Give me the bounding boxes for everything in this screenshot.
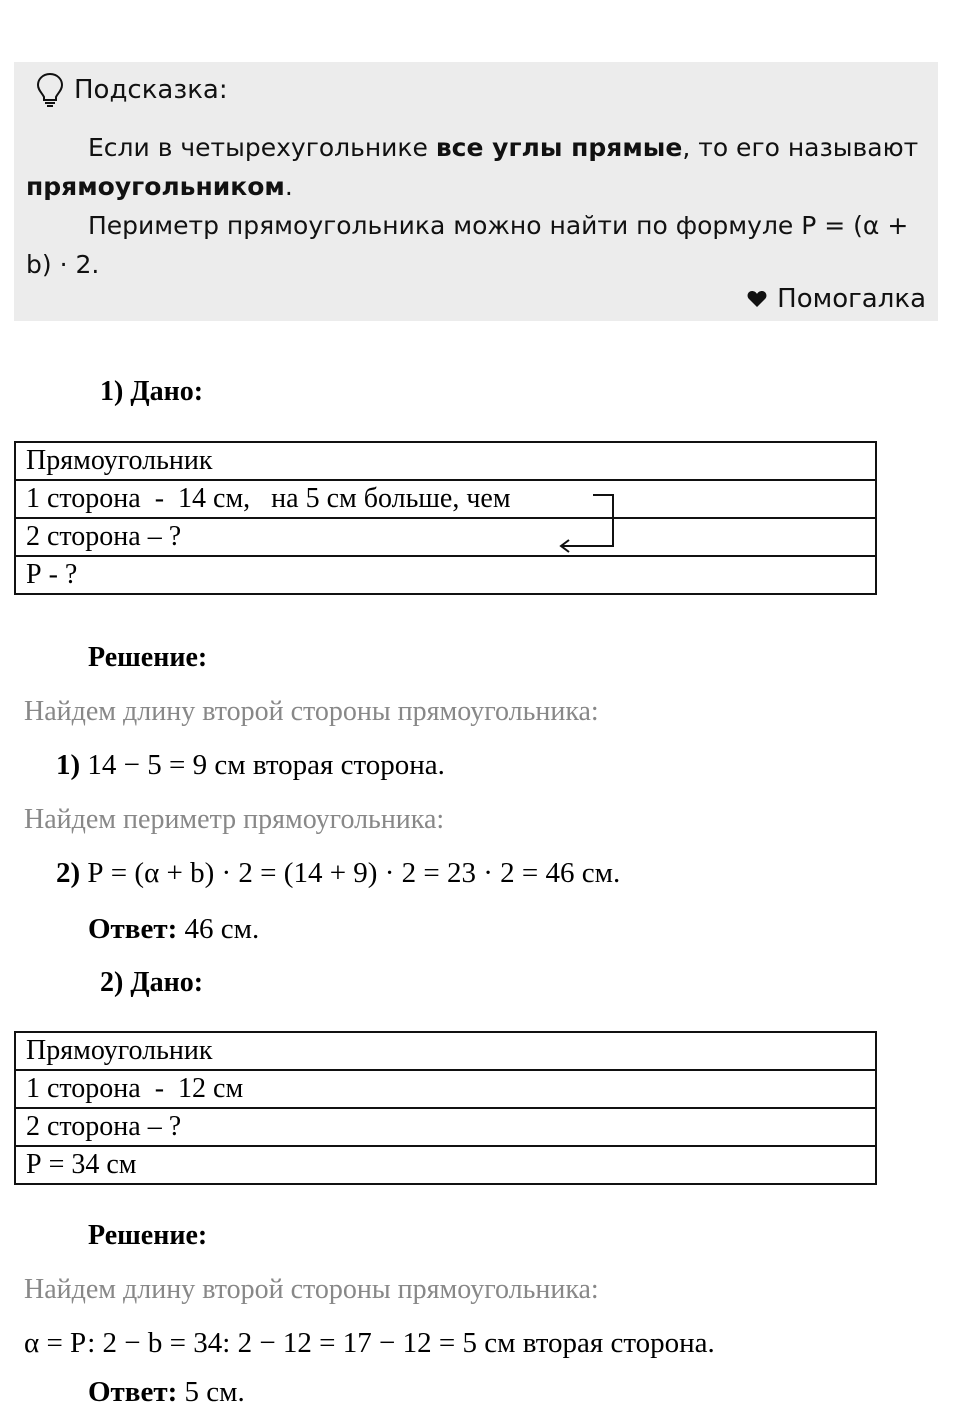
table-row <box>15 1032 876 1070</box>
task2-solution-label: Решение: <box>88 1220 208 1251</box>
task2-heading: 2) Дано: <box>100 967 204 998</box>
hint-bold-term: все углы прямые <box>435 133 683 162</box>
answer-label: Ответ: <box>88 1376 178 1408</box>
task1-solution-label: Решение: <box>88 642 208 673</box>
table-row <box>15 556 876 594</box>
hint-text-part: , то его называют <box>682 133 919 162</box>
table-row <box>15 1146 876 1184</box>
hint-title-row <box>36 70 228 110</box>
task2-step-1: α = Р: 2 − b = 34: 2 − 12 = 17 − 12 = 5 см вторая сторона. <box>24 1327 715 1359</box>
brand-label <box>747 284 926 314</box>
task1-step-2 <box>56 857 620 890</box>
step-number: 1) <box>56 749 81 781</box>
answer-label: Ответ: <box>88 913 178 945</box>
step-number: 2) <box>56 857 81 889</box>
table-row <box>15 442 876 480</box>
table-cell: 2 сторона – ? <box>15 1108 876 1146</box>
task1-answer <box>88 913 259 946</box>
table-cell: Прямоугольник <box>15 1032 876 1070</box>
task1-step-1 <box>56 749 445 782</box>
answer-value: 46 см. <box>177 913 260 945</box>
task2-answer <box>88 1376 245 1409</box>
hint-box <box>14 62 938 321</box>
task1-given-table <box>14 441 877 595</box>
hint-text-part: Если в четырехугольнике <box>88 133 436 162</box>
table-cell: 1 сторона - 14 см, на 5 см больше, чем <box>15 480 876 518</box>
hint-title: Подсказка: <box>74 75 228 105</box>
table-cell: 2 сторона – ? <box>15 518 876 556</box>
task1-note-1: Найдем длину второй стороны прямоугольника: <box>24 696 599 727</box>
lightbulb-icon <box>36 72 64 108</box>
step-text: 14 − 5 = 9 см вторая сторона. <box>87 749 445 781</box>
table-cell: 1 сторона - 12 см <box>15 1070 876 1108</box>
table-row <box>15 1070 876 1108</box>
hint-paragraph-2: Периметр прямоугольника можно найти по формуле Р = (α + b) · 2. <box>26 211 909 279</box>
table-row <box>15 1108 876 1146</box>
hint-text <box>26 128 928 284</box>
task2-given-table <box>14 1031 877 1185</box>
table-cell: Прямоугольник <box>15 442 876 480</box>
task2-note-1: Найдем длину второй стороны прямоугольника: <box>24 1274 599 1305</box>
hint-text-part: . <box>284 172 293 201</box>
answer-value: 5 см. <box>177 1376 245 1408</box>
table-row <box>15 518 876 556</box>
table-cell: Р = 34 см <box>15 1146 876 1184</box>
table-row <box>15 480 876 518</box>
brand-name: Помогалка <box>777 284 926 314</box>
step-text: Р = (α + b) · 2 = (14 + 9) · 2 = 23 · 2 = 46 см. <box>87 857 621 889</box>
table-cell: Р - ? <box>15 556 876 594</box>
hint-bold-term: прямоугольником <box>26 172 285 201</box>
task1-note-2: Найдем периметр прямоугольника: <box>24 804 445 835</box>
hint-paragraph-1 <box>26 128 928 206</box>
task1-heading: 1) Дано: <box>100 376 204 407</box>
comparison-arrow <box>555 488 625 558</box>
heart-icon <box>747 290 767 308</box>
